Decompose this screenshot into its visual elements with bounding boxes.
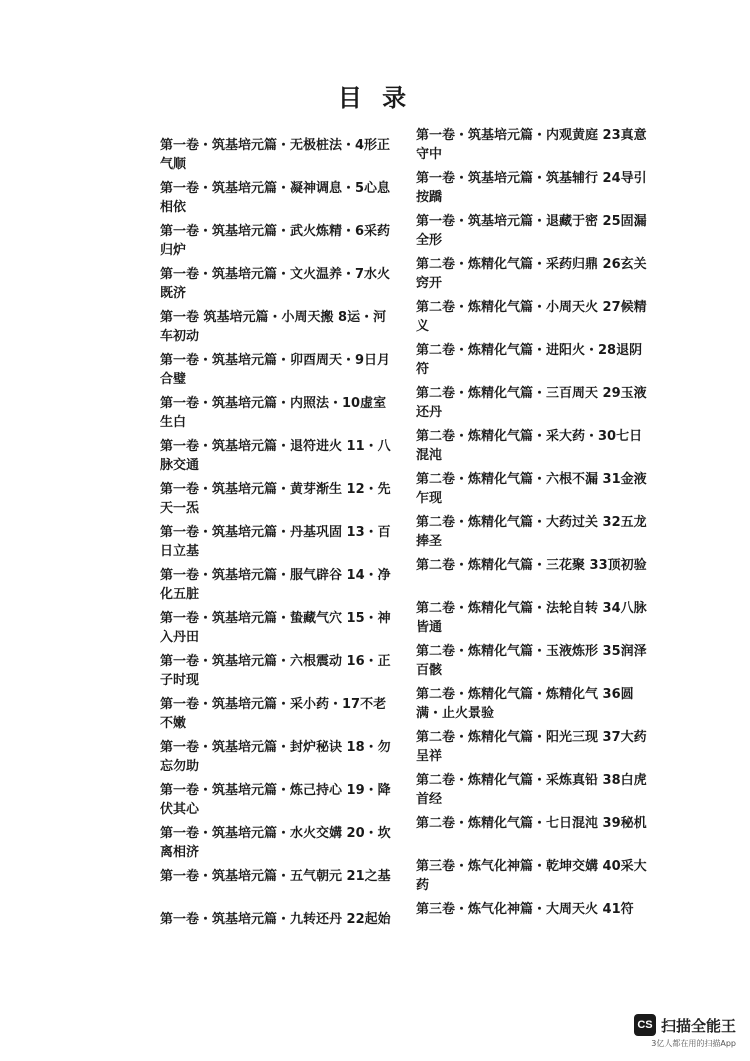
toc-right-column [416,126,648,943]
page-title: 目 录 [337,84,413,112]
toc-entry[interactable]: 第二卷・炼精化气篇・玉液炼形 35润泽百骸 [416,644,647,678]
toc-entry[interactable]: 第一卷・筑基培元篇・水火交媾 20・坎离相济 [160,826,391,860]
toc-entry[interactable]: 第一卷・筑基培元篇・无极桩法・4形正气顺 [160,138,391,172]
toc-entry[interactable]: 第二卷・炼精化气篇・小周天火 27候精义 [416,300,647,334]
toc-entry[interactable]: 第一卷・筑基培元篇・卯酉周天・9日月合璧 [160,353,391,387]
toc-entry[interactable]: 第二卷・炼精化气篇・采药归鼎 26玄关窍开 [416,257,647,291]
toc-entry[interactable]: 第二卷・炼精化气篇・六根不漏 31金液乍现 [416,472,647,506]
toc-left-column [160,136,392,953]
toc-entry[interactable]: 第二卷・炼精化气篇・大药过关 32五龙捧圣 [416,515,647,549]
toc-entry[interactable]: 第一卷・筑基培元篇・炼己持心 19・降伏其心 [160,783,391,817]
toc-entry[interactable]: 第二卷・炼精化气篇・采炼真铅 38白虎首经 [416,773,647,807]
toc-entry[interactable]: 第二卷・炼精化气篇・采大药・30七日混沌 [416,429,643,463]
toc-entry[interactable]: 第三卷・炼气化神篇・大周天火 41符 [416,902,634,917]
toc-entry[interactable]: 第一卷・筑基培元篇・采小药・17不老不嫩 [160,697,387,731]
toc-entry[interactable]: 第一卷・筑基培元篇・五气朝元 21之基 [160,869,391,884]
watermark-app-name: 扫描全能王 [660,1016,736,1035]
toc-entry[interactable]: 第一卷・筑基培元篇・蛰藏气穴 15・神入丹田 [160,611,391,645]
toc-entry[interactable]: 第一卷・筑基培元篇・文火温养・7水火既济 [160,267,391,301]
toc-entry[interactable]: 第一卷・筑基培元篇・丹基巩固 13・百日立基 [160,525,391,559]
toc-entry[interactable]: 第二卷・炼精化气篇・三花聚 33顶初验 [416,558,647,573]
toc-entry[interactable]: 第一卷・筑基培元篇・退符进火 11・八脉交通 [160,439,391,473]
toc-entry[interactable]: 第一卷・筑基培元篇・内观黄庭 23真意守中 [416,128,647,162]
toc-entry[interactable]: 第三卷・炼气化神篇・乾坤交媾 40采大药 [416,859,647,893]
toc-entry[interactable]: 第一卷・筑基培元篇・筑基辅行 24导引按蹻 [416,171,647,205]
toc-entry[interactable]: 第二卷・炼精化气篇・阳光三现 37大药呈祥 [416,730,647,764]
toc-entry[interactable]: 第一卷・筑基培元篇・凝神调息・5心息相依 [160,181,391,215]
toc-entry[interactable]: 第一卷・筑基培元篇・退藏于密 25固漏全形 [416,214,647,248]
camscanner-logo-icon: CS [634,1014,656,1036]
toc-entry[interactable]: 第一卷・筑基培元篇・封炉秘诀 18・勿忘勿助 [160,740,391,774]
watermark-row [634,1014,736,1036]
toc-entry[interactable]: 第二卷・炼精化气篇・七日混沌 39秘机 [416,816,647,831]
toc-entry[interactable]: 第一卷・筑基培元篇・九转还丹 22起始 [160,912,391,927]
toc-entry[interactable]: 第一卷・筑基培元篇・服气辟谷 14・净化五脏 [160,568,391,602]
toc-entry[interactable]: 第二卷・炼精化气篇・法轮自转 34八脉皆通 [416,601,647,635]
toc-entry[interactable]: 第一卷 筑基培元篇・小周天搬 8运・河车初动 [160,310,387,344]
toc-entry[interactable]: 第二卷・炼精化气篇・进阳火・28退阴符 [416,343,643,377]
toc-entry[interactable]: 第一卷・筑基培元篇・武火炼精・6采药归炉 [160,224,391,258]
watermark-tagline: 3亿人都在用的扫描App [651,1039,736,1048]
toc-entry[interactable]: 第二卷・炼精化气篇・三百周天 29玉液还丹 [416,386,647,420]
toc-entry[interactable]: 第一卷・筑基培元篇・黄芽渐生 12・先天一炁 [160,482,391,516]
toc-entry[interactable]: 第二卷・炼精化气篇・炼精化气 36圆满・止火景验 [416,687,634,721]
toc-entry[interactable]: 第一卷・筑基培元篇・内照法・10虚室生白 [160,396,387,430]
toc-entry[interactable]: 第一卷・筑基培元篇・六根震动 16・正子时现 [160,654,391,688]
scanner-watermark [634,1014,736,1049]
